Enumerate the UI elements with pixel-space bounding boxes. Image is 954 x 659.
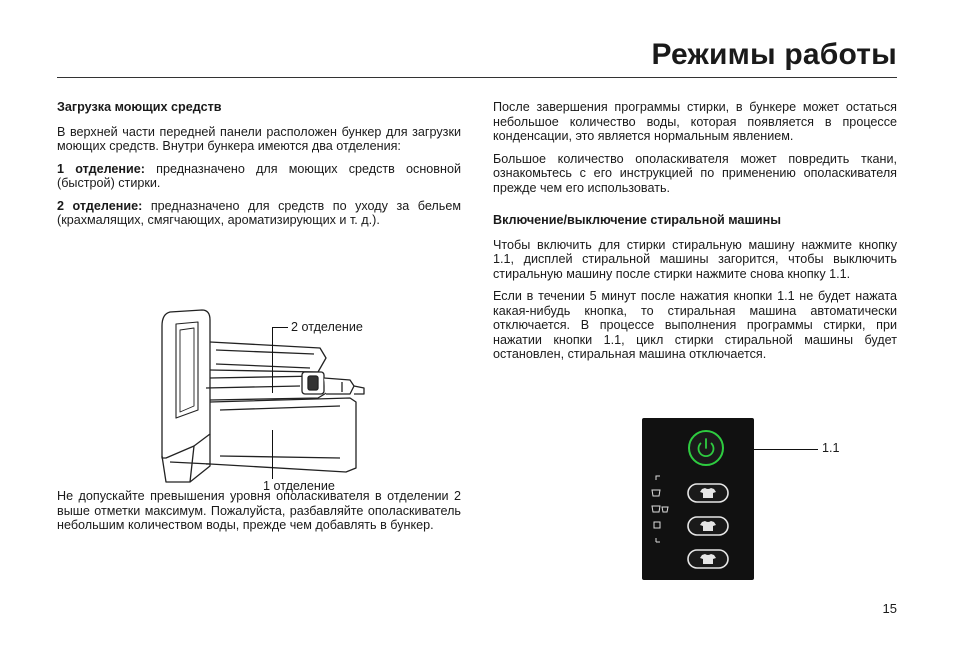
left-column — [57, 100, 461, 236]
control-panel — [642, 418, 754, 580]
power-button[interactable] — [689, 431, 723, 465]
softener-paragraph: Большое количество ополаскивателя может повредить ткани, ознакомьтесь с его инструкцией по применению ополаскивателя прежде чем его использовать. — [493, 151, 897, 195]
warning-text: Не допускайте превышения уровня ополаскивателя в отделении 2 выше отметки максимум. Пожалуйста, разбавляйте ополаскиватель небольшим количеством воды, прежде чем добавлять в бункер. — [57, 489, 461, 532]
control-panel-graphic — [642, 418, 754, 580]
label-compartment-2: 2 отделение — [291, 320, 363, 334]
section-heading-detergents: Загрузка моющих средств — [57, 100, 222, 114]
intro-paragraph — [57, 125, 461, 154]
callout-line-compartment-2-vertical — [272, 327, 273, 393]
program-button-3[interactable] — [688, 550, 728, 568]
program-button-2[interactable] — [688, 517, 728, 535]
intro-text: В верхней части передней панели расположен бункер для загрузки моющих средств. Внутри бункера имеются два отделения: — [57, 124, 461, 153]
program-indicators — [652, 476, 668, 542]
callout-line-power — [730, 449, 818, 450]
compartment-1-paragraph — [57, 162, 461, 191]
compartment-2-label: 2 отделение: — [57, 198, 143, 213]
basin-icon — [654, 522, 660, 528]
power-on-paragraph: Чтобы включить для стирки стиральную машину нажмите кнопку 1.1, дисплей стиральной машины загорится, чтобы выключить стиральную машину после стирки нажмите снова кнопку 1.1. — [493, 237, 897, 281]
label-compartment-1: 1 отделение — [263, 479, 335, 493]
basin-icon — [652, 490, 660, 496]
compartment-1-text: предназначено для моющих средств основной (быстрой) стирки. — [57, 161, 461, 190]
label-power-button: 1.1 — [822, 441, 840, 455]
compartment-2-text: предназначено для средств по уходу за бельем (крахмалящих, смягчающих, ароматизирующих и т. д.). — [57, 198, 461, 227]
warning-paragraph — [57, 489, 461, 533]
callout-line-compartment-1-vertical — [272, 430, 273, 484]
callout-line-compartment-2 — [272, 327, 288, 328]
auto-off-paragraph: Если в течении 5 минут после нажатия кнопки 1.1 не будет нажата какая-нибудь кнопка, то стиральная машина автоматически отключается. В процессе выполнения программы стирки, при нажатии кнопки 1.1, цикл стирки стиральной машины будет остановлен, стиральная машина отключается. — [493, 289, 897, 361]
page-number: 15 — [882, 601, 897, 616]
title-divider — [57, 77, 897, 78]
condensation-paragraph: После завершения программы стирки, в бункере может остаться небольшое количество воды, которая появляется в процессе конденсации, это является нормальным явлением. — [493, 100, 897, 143]
section-heading-power: Включение/выключение стиральной машины — [493, 213, 782, 227]
compartment-2-paragraph — [57, 199, 461, 228]
basin-icon — [652, 506, 660, 512]
shirt-small-icon — [662, 507, 668, 512]
program-button-1[interactable] — [688, 484, 728, 502]
indicator-bracket-top — [656, 476, 660, 480]
right-column — [493, 100, 897, 370]
page-title: Режимы работы — [651, 38, 897, 71]
indicator-bracket-bottom — [656, 538, 660, 542]
compartment-1-label: 1 отделение: — [57, 161, 145, 176]
